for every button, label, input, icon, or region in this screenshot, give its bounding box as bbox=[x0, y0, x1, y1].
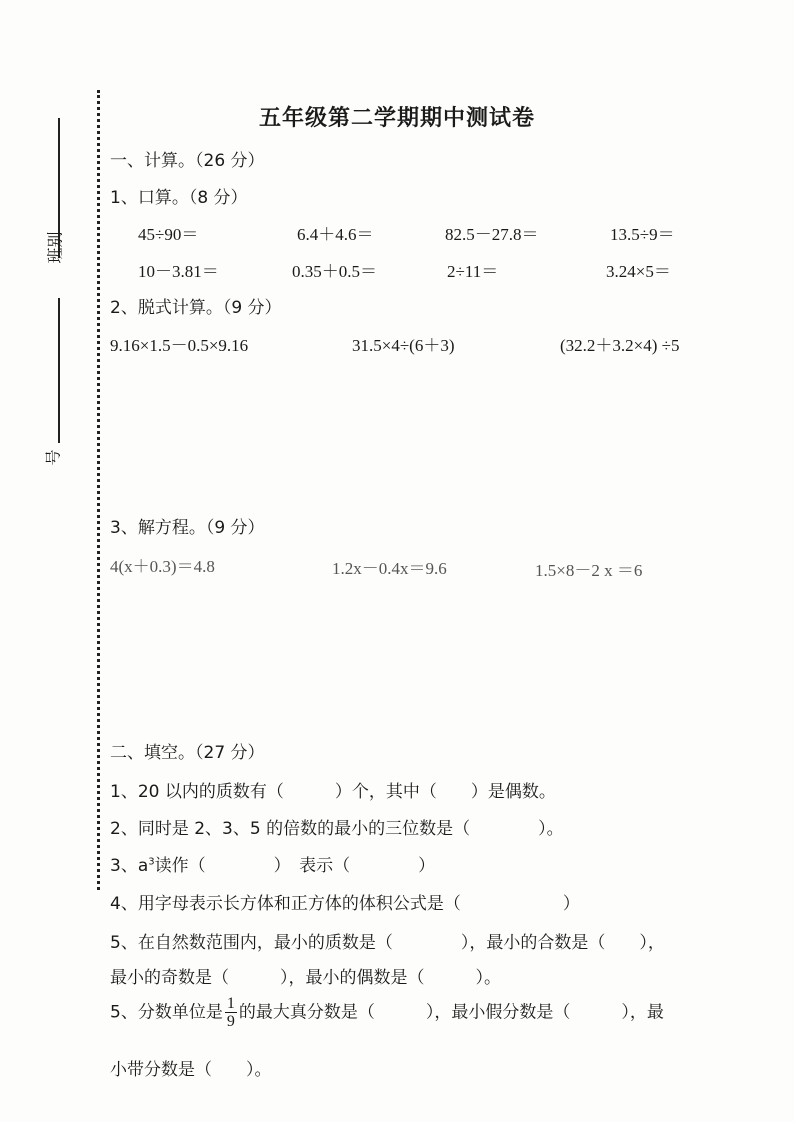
fill-q2: 2、同时是 2、3、5 的倍数的最小的三位数是（ ）。 bbox=[110, 819, 564, 839]
section1-heading: 一、计算。（26 分） bbox=[110, 151, 265, 171]
section2-heading: 二、填空。（27 分） bbox=[110, 743, 265, 763]
fraction-one-ninth: $\frac{1}{9}$ bbox=[226, 995, 235, 1030]
mental-calc-8: 3.24×5＝ bbox=[606, 262, 671, 281]
mental-calc-5: 10－3.81＝ bbox=[138, 262, 219, 281]
mental-calc-6: 0.35＋0.5＝ bbox=[292, 262, 377, 281]
page-title: 五年级第二学期期中测试卷 bbox=[258, 106, 535, 131]
number-label: 号 bbox=[43, 449, 63, 466]
step-calc-1: 9.16×1.5－0.5×9.16 bbox=[110, 336, 249, 355]
step-calc-3: (32.2＋3.2×4) ÷5 bbox=[560, 336, 680, 355]
mental-calc-3: 82.5－27.8＝ bbox=[445, 225, 539, 244]
binding-dotted-line bbox=[97, 90, 100, 890]
fill-q5-line2: 最小的奇数是（ ），最小的偶数是（ ）。 bbox=[110, 968, 501, 988]
equation-1: 4(x＋0.3)＝4.8 bbox=[110, 557, 215, 576]
q2-heading: 2、脱式计算。（9 分） bbox=[110, 298, 282, 318]
mental-calc-4: 13.5÷9＝ bbox=[610, 225, 675, 244]
fill-q5-line1: 5、在自然数范围内，最小的质数是（ ），最小的合数是（ ）， bbox=[110, 933, 665, 953]
fill-q3: 3、$a^3$读作（ ） 表示（ ） bbox=[110, 856, 436, 876]
q1-heading: 1、口算。（8 分） bbox=[110, 188, 248, 208]
fill-q6-line1: 5、分数单位是 $\frac{1}{9}$ 的最大真分数是（ ），最小假分数是（ ），最 bbox=[110, 995, 664, 1030]
q3-heading: 3、解方程。（9 分） bbox=[110, 518, 265, 538]
equation-3: 1.5×8－2 x ＝6 bbox=[535, 561, 643, 580]
fill-q6-line2: 小带分数是（ ）。 bbox=[110, 1060, 272, 1080]
mental-calc-2: 6.4＋4.6＝ bbox=[297, 225, 374, 244]
class-label: 班别 bbox=[45, 231, 65, 264]
step-calc-2: 31.5×4÷(6＋3) bbox=[352, 336, 455, 355]
equation-2: 1.2x－0.4x＝9.6 bbox=[332, 559, 447, 578]
fill-q1: 1、20 以内的质数有（ ）个，其中（ ）是偶数。 bbox=[110, 782, 556, 802]
number-blank-line bbox=[58, 298, 60, 443]
mental-calc-7: 2÷11＝ bbox=[447, 262, 499, 281]
mental-calc-1: 45÷90＝ bbox=[138, 225, 199, 244]
fill-q4: 4、用字母表示长方体和正方体的体积公式是（ ） bbox=[110, 894, 580, 914]
